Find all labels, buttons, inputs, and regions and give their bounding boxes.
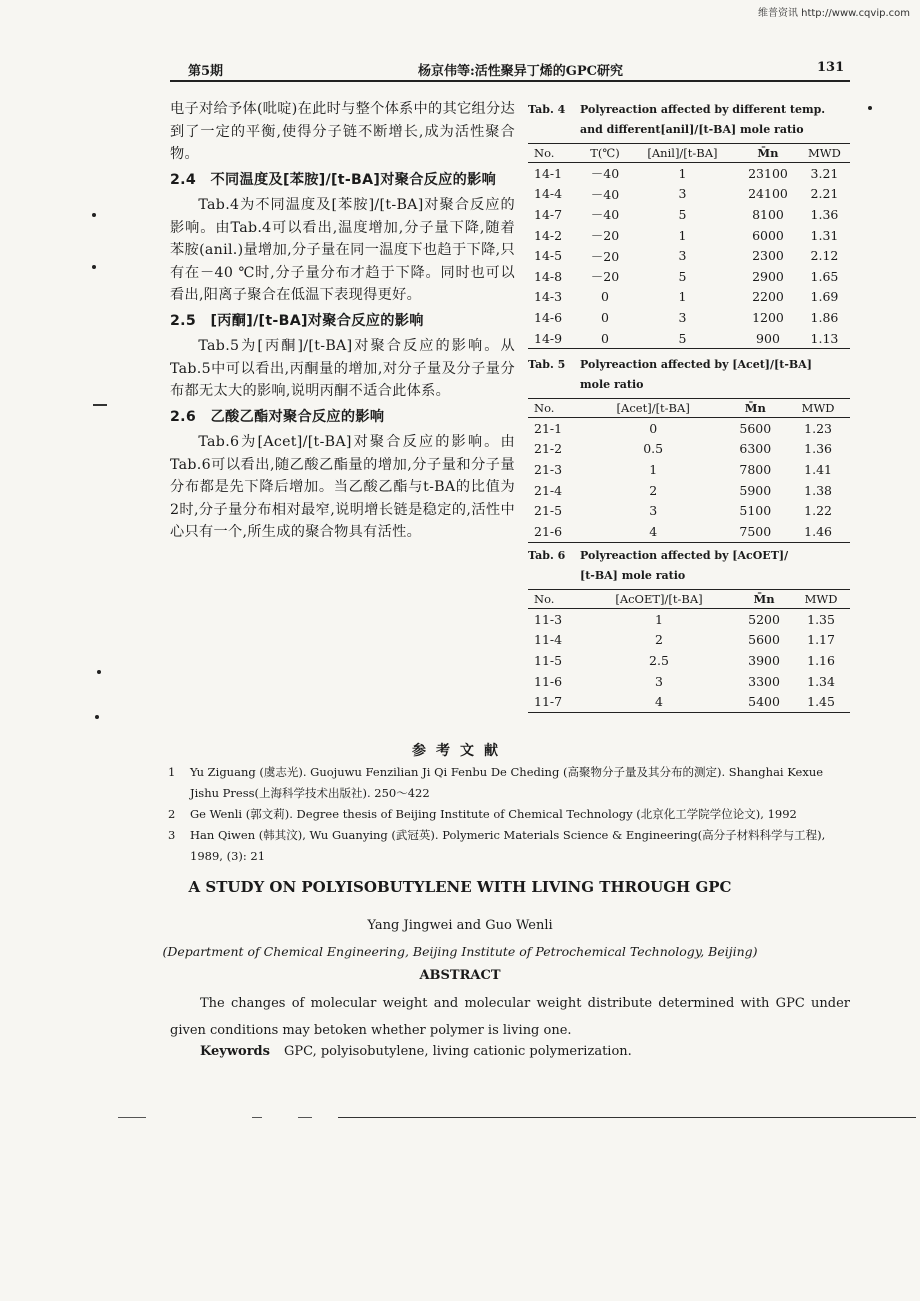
table-header-cell: T(℃): [582, 144, 628, 163]
table-cell: 1.69: [810, 289, 839, 305]
section-2-5-title: 2.5 [丙酮]/[t-BA]对聚合反应的影响: [170, 312, 424, 329]
table-6: [528, 546, 850, 713]
table-cell: 0: [649, 420, 658, 436]
table-cell: 1.86: [810, 309, 839, 325]
table-cell: 0: [600, 289, 609, 305]
table-4-caption: [528, 100, 850, 140]
table-cell: －40: [590, 186, 620, 202]
table-5-label: Tab. 5: [528, 358, 566, 371]
table-cell: 1.45: [792, 691, 850, 712]
section-2-4-title: 2.4 不同温度及[苯胺]/[t-BA]对聚合反应的影响: [170, 171, 497, 188]
bottom-dash: [252, 1117, 262, 1118]
table-cell: 6300: [739, 441, 772, 457]
table-cell: 14-4: [534, 186, 563, 202]
table-cell: 5: [628, 328, 737, 349]
table-cell: 21-6: [528, 521, 582, 542]
table-cell: 1.36: [810, 206, 839, 222]
table-cell: 1: [649, 461, 658, 477]
table-header-cell: M̄n: [737, 144, 799, 163]
scan-speck: [92, 213, 96, 217]
table-cell: 14-8: [534, 268, 563, 284]
keywords-line: [200, 1044, 850, 1059]
table-5-caption: [528, 355, 850, 395]
table-4-label: Tab. 4: [528, 103, 566, 116]
table-cell: 11-6: [534, 673, 563, 689]
table-cell: 1.34: [807, 673, 835, 689]
table-cell: －40: [590, 207, 620, 223]
page-number: 131: [817, 60, 845, 75]
table-cell: 1.22: [804, 503, 833, 519]
table-cell: 7800: [739, 461, 772, 477]
table-5-caption-line1: Polyreaction affected by [Acet]/[t-BA]: [580, 358, 812, 371]
table-row: [528, 184, 850, 205]
reference-number: 3: [168, 828, 176, 842]
table-4-grid: [528, 143, 850, 349]
section-2-5-body: Tab.5为[丙酮]/[t-BA]对聚合反应的影响。从Tab.5中可以看出,丙酮量的增加,对分子量及分子量分布都无太大的影响,说明丙酮不适合此体系。: [170, 338, 515, 399]
table-cell: 2200: [752, 289, 784, 305]
reference-number: 1: [168, 765, 176, 779]
table-cell: 2.12: [810, 248, 839, 264]
keywords-text: GPC, polyisobutylene, living cationic polymerization.: [283, 1044, 632, 1059]
bottom-dash: [298, 1117, 312, 1118]
table-cell: －20: [590, 228, 620, 244]
table-cell: 11-3: [534, 611, 563, 627]
table-cell: 23100: [748, 165, 788, 181]
table-4-body: [528, 163, 850, 349]
table-cell: 1.38: [804, 482, 833, 498]
table-row: [528, 307, 850, 328]
references-list: [168, 762, 853, 867]
english-title: A STUDY ON POLYISOBUTYLENE WITH LIVING THROUGH GPC: [188, 878, 732, 896]
table-6-caption: [528, 546, 850, 586]
table-6-caption-line2: [t-BA] mole ratio: [580, 569, 686, 582]
table-cell: 1.41: [804, 461, 833, 477]
table-header-cell: No.: [528, 590, 582, 609]
table-5: [528, 355, 850, 543]
table-row: [528, 671, 850, 692]
keywords-label: Keywords: [200, 1044, 270, 1059]
table-cell: 14-9: [528, 328, 582, 349]
scan-speck: [97, 670, 101, 674]
table-header-cell: No.: [528, 399, 582, 418]
table-cell: 1: [678, 165, 687, 181]
reference-number: 2: [168, 807, 176, 821]
table-cell: 0: [600, 309, 609, 325]
table-cell: 4: [582, 521, 724, 542]
english-affiliation: (Department of Chemical Engineering, Beijing Institute of Petrochemical Technology, Beijing): [162, 944, 758, 959]
table-header-cell: [Anil]/[t-BA]: [628, 144, 737, 163]
table-5-caption-line2: mole ratio: [580, 378, 644, 391]
bottom-rule: [338, 1117, 916, 1118]
table-header-cell: MWD: [786, 399, 850, 418]
english-authors: Yang Jingwei and Guo Wenli: [367, 918, 553, 933]
table-cell: 5400: [736, 691, 792, 712]
table-row: [528, 245, 850, 266]
table-6-label: Tab. 6: [528, 549, 566, 562]
table-row: [528, 650, 850, 671]
table-cell: 2.5: [649, 652, 669, 668]
table-cell: 11-7: [528, 691, 582, 712]
abstract-text: The changes of molecular weight and molecular weight distribute determined with GPC under given conditions may betoken whether polymer is living one.: [170, 996, 850, 1038]
table-6-grid: [528, 589, 850, 713]
table-4-caption-line1: Polyreaction affected by different temp.: [580, 103, 826, 116]
table-cell: 21-5: [534, 503, 563, 519]
table-header-cell: No.: [528, 144, 582, 163]
table-cell: 5900: [739, 482, 772, 498]
table-cell: 14-2: [534, 227, 563, 243]
table-cell: 1.23: [804, 420, 833, 436]
reference-item: [168, 825, 853, 867]
table-row: [528, 459, 850, 480]
table-cell: 5: [678, 268, 687, 284]
running-title: 杨京伟等:活性聚异丁烯的GPC研究: [418, 64, 624, 79]
table-cell: 3: [678, 248, 687, 264]
table-cell: 21-4: [534, 482, 563, 498]
watermark: 维普资讯 http://www.cqvip.com: [757, 8, 910, 19]
table-cell: 1.46: [786, 521, 850, 542]
issue-label: 第5期: [188, 64, 224, 79]
table-row: [528, 204, 850, 225]
table-cell: 1.13: [799, 328, 850, 349]
table-cell: 2: [649, 482, 658, 498]
table-cell: 1.65: [810, 268, 839, 284]
table-header-cell: [Acet]/[t-BA]: [582, 399, 724, 418]
table-row: [528, 287, 850, 308]
table-cell: 14-7: [534, 206, 563, 222]
table-row: [528, 500, 850, 521]
table-cell: 1.31: [810, 227, 839, 243]
table-4-caption-line2: and different[anil]/[t-BA] mole ratio: [580, 123, 804, 136]
table-5-grid: [528, 398, 850, 543]
table-row: [528, 691, 850, 712]
table-row: [528, 609, 850, 630]
table-row: [528, 439, 850, 460]
scan-speck: [92, 265, 96, 269]
scan-mark: [93, 404, 107, 406]
table-header-cell: MWD: [799, 144, 850, 163]
table-cell: 1: [655, 611, 663, 627]
table-row: [528, 630, 850, 651]
scan-speck: [868, 106, 872, 110]
table-row: [528, 328, 850, 349]
table-row: [528, 163, 850, 184]
table-cell: 21-2: [534, 441, 563, 457]
table-cell: 6000: [752, 227, 784, 243]
table-cell: 3: [678, 309, 687, 325]
table-cell: 3900: [748, 652, 780, 668]
table-header-cell: [AcOET]/[t-BA]: [582, 590, 736, 609]
abstract-heading: ABSTRACT: [419, 968, 501, 983]
paragraph-continued: 电子对给予体(吡啶)在此时与整个体系中的其它组分达到了一定的平衡,使得分子链不断增长,成为活性聚合物。: [170, 101, 515, 162]
table-cell: 21-3: [534, 461, 563, 477]
table-cell: 0.5: [643, 441, 664, 457]
table-cell: 14-3: [534, 289, 563, 305]
table-cell: 1.35: [807, 611, 835, 627]
table-cell: 0: [582, 328, 628, 349]
section-2-6-body: Tab.6为[Acet]/[t-BA]对聚合反应的影响。由Tab.6可以看出,随乙酸乙酯量的增加,分子量和分子量分布都是先下降后增加。当乙酸乙酯与t-BA的比值为2时,分子量分布相对最窄,说明增长链是稳定的,活性中心只有一个,所生成的聚合物具有活性。: [170, 434, 515, 540]
table-cell: 2.21: [810, 186, 839, 202]
table-cell: －20: [590, 269, 620, 285]
table-cell: 14-6: [534, 309, 563, 325]
table-row: [528, 266, 850, 287]
table-cell: 1: [678, 227, 687, 243]
reference-item: [168, 762, 853, 804]
table-cell: －20: [590, 248, 620, 264]
reference-text: Han Qiwen (韩其汶), Wu Guanying (武冠英). Polymeric Materials Science & Engineering(高分子材料科学与工程), 1989, (3): 21: [190, 828, 826, 863]
table-cell: 3: [655, 673, 663, 689]
table-5-body: [528, 418, 850, 543]
reference-text: Yu Ziguang (虞志光). Guojuwu Fenzilian Ji Qi Fenbu De Cheding (高聚物分子量及其分布的测定). Shanghai Kexue Jishu Press(上海科学技术出版社). 250～422: [190, 765, 824, 800]
table-cell: 5600: [739, 420, 772, 436]
table-cell: 8100: [752, 206, 784, 222]
table-row: [528, 418, 850, 439]
bottom-dash: [118, 1117, 146, 1118]
reference-text: Ge Wenli (郭文莉). Degree thesis of Beijing Institute of Chemical Technology (北京化工学院学位论文), 1992: [190, 807, 797, 821]
table-cell: 7500: [724, 521, 786, 542]
table-row: [528, 225, 850, 246]
table-cell: 4: [582, 691, 736, 712]
table-cell: 24100: [748, 186, 788, 202]
references-title: 参考文献: [412, 743, 508, 759]
table-cell: 11-4: [534, 632, 563, 648]
table-cell: 11-5: [534, 652, 563, 668]
scan-speck: [95, 715, 99, 719]
table-cell: 1.16: [807, 652, 835, 668]
table-6-body: [528, 609, 850, 713]
table-row: [528, 521, 850, 542]
table-cell: 5600: [748, 632, 780, 648]
table-4: [528, 100, 850, 349]
table-header-cell: MWD: [792, 590, 850, 609]
table-cell: 1.17: [807, 632, 835, 648]
table-cell: 1: [678, 289, 687, 305]
table-cell: 5: [678, 206, 687, 222]
table-cell: 3.21: [810, 165, 839, 181]
left-column: [170, 98, 515, 544]
table-cell: 1.36: [804, 441, 833, 457]
reference-item: [168, 804, 853, 825]
section-2-4-body: Tab.4为不同温度及[苯胺]/[t-BA]对聚合反应的影响。由Tab.4可以看出,温度增加,分子量下降,随着苯胺(anil.)量增加,分子量在同一温度下也趋于下降,只有在－40 ℃时,分子量分布才趋于下降。同时也可以看出,阳离子聚合在低温下表现得更好。: [170, 197, 515, 303]
table-cell: 3300: [748, 673, 780, 689]
table-cell: 1200: [752, 309, 784, 325]
table-cell: 2900: [752, 268, 784, 284]
table-cell: 5100: [739, 503, 772, 519]
table-cell: 21-1: [534, 420, 563, 436]
table-cell: 900: [737, 328, 799, 349]
table-header-cell: M̄n: [724, 399, 786, 418]
table-cell: －40: [590, 166, 620, 182]
table-cell: 2: [655, 632, 663, 648]
table-cell: 14-5: [534, 248, 563, 264]
table-6-caption-line1: Polyreaction affected by [AcOET]/: [580, 549, 789, 562]
table-header-cell: M̄n: [736, 590, 792, 609]
table-cell: 5200: [748, 611, 780, 627]
table-cell: 14-1: [534, 165, 563, 181]
table-cell: 2300: [752, 248, 784, 264]
abstract-body: [170, 990, 850, 1044]
table-row: [528, 480, 850, 501]
header-rule: [170, 80, 850, 82]
section-2-6-title: 2.6 乙酸乙酯对聚合反应的影响: [170, 408, 385, 425]
table-cell: 3: [678, 186, 687, 202]
table-cell: 3: [649, 503, 658, 519]
